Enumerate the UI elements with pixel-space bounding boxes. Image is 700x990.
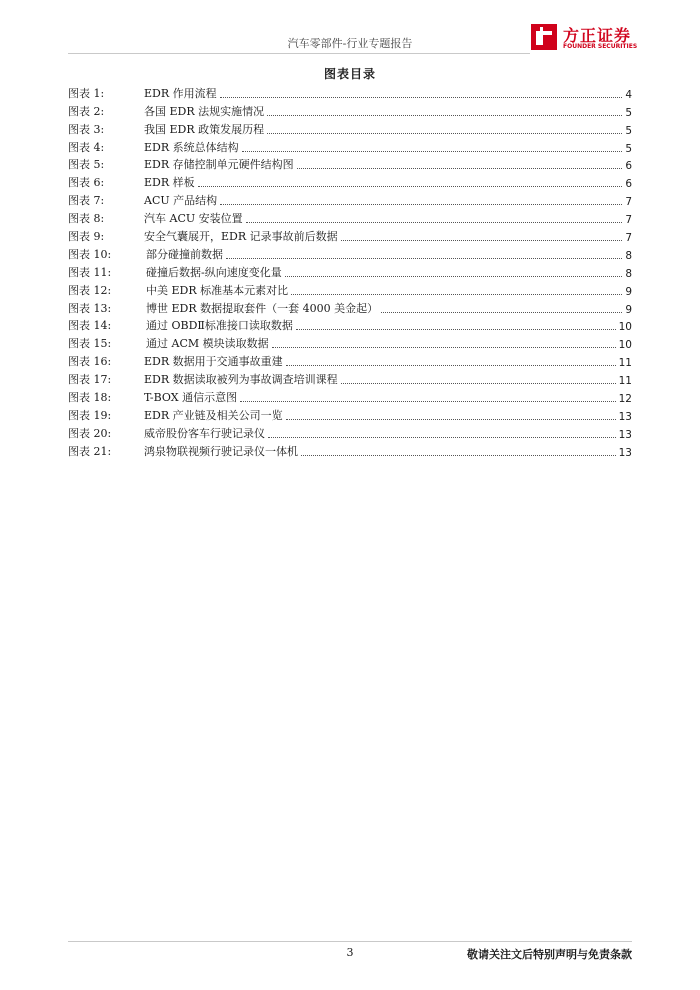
toc-entry-title: 安全气囊展开，EDR 记录事故前后数据 xyxy=(144,230,338,244)
company-logo xyxy=(530,22,642,52)
toc-entry-label: 图表 11: xyxy=(68,265,112,279)
toc-entry-title: 各国 EDR 法规实施情况 xyxy=(144,104,265,118)
toc-leader-dots xyxy=(286,418,616,420)
toc-entry-page: 4 xyxy=(625,88,632,101)
toc-entry-label: 图表 13: xyxy=(68,301,112,315)
toc-entry[interactable] xyxy=(68,244,632,262)
toc-entry-label: 图表 14: xyxy=(68,319,112,333)
toc-entry[interactable] xyxy=(68,369,632,387)
toc-entry-title: EDR 存储控制单元硬件结构图 xyxy=(144,158,294,172)
toc-entry-page: 13 xyxy=(618,446,632,459)
toc-entry-page: 5 xyxy=(625,106,632,119)
toc-entry[interactable] xyxy=(68,405,632,423)
toc-leader-dots xyxy=(381,311,622,313)
toc-entry-label: 图表 8: xyxy=(68,212,105,226)
toc-entry[interactable] xyxy=(68,280,632,298)
toc-entry-label: 图表 4: xyxy=(68,140,105,154)
toc-entry[interactable] xyxy=(68,226,632,244)
toc-entry-label: 图表 9: xyxy=(68,230,105,244)
toc-entry-label: 图表 17: xyxy=(68,373,112,387)
toc-entry[interactable] xyxy=(68,262,632,280)
toc-entry[interactable] xyxy=(68,172,632,190)
toc-entry[interactable] xyxy=(68,83,632,101)
toc-entry-title: 我国 EDR 政策发展历程 xyxy=(144,122,265,136)
toc-leader-dots xyxy=(246,221,623,223)
toc-leader-dots xyxy=(242,150,623,152)
toc-entry-title: EDR 数据读取被列为事故调查培训课程 xyxy=(144,373,338,387)
toc-entry-page: 7 xyxy=(625,232,632,245)
toc-entry-page: 13 xyxy=(618,410,632,423)
disclaimer-text: 敬请关注文后特别声明与免责条款 xyxy=(467,948,632,961)
toc-leader-dots xyxy=(267,132,622,134)
toc-title: 图表目录 xyxy=(323,67,376,81)
logo-text-en: FOUNDER SECURITIES xyxy=(563,43,638,50)
toc-leader-dots xyxy=(291,293,622,295)
toc-entry-title: 通过 ACM 模块读取数据 xyxy=(146,337,269,351)
toc-entry-page: 5 xyxy=(625,124,632,137)
toc-entry[interactable] xyxy=(68,423,632,441)
toc-entry-title: 博世 EDR 数据提取套件（一套 4000 美金起） xyxy=(146,301,379,315)
table-of-figures xyxy=(68,83,632,459)
toc-entry-label: 图表 16: xyxy=(68,355,112,369)
toc-entry-title: 碰撞后数据-纵向速度变化量 xyxy=(146,265,282,279)
toc-entry-label: 图表 15: xyxy=(68,337,112,351)
toc-entry-title: 部分碰撞前数据 xyxy=(146,247,223,261)
toc-entry-title: EDR 数据用于交通事故重建 xyxy=(144,355,283,369)
toc-entry[interactable] xyxy=(68,137,632,155)
toc-entry-title: EDR 系统总体结构 xyxy=(144,140,239,154)
toc-leader-dots xyxy=(286,364,616,366)
toc-leader-dots xyxy=(267,114,622,116)
toc-entry-page: 6 xyxy=(625,178,632,191)
toc-entry-title: EDR 产业链及相关公司一览 xyxy=(144,408,283,422)
toc-entry-page: 8 xyxy=(625,267,632,280)
toc-entry-page: 10 xyxy=(618,339,632,352)
toc-entry-title: EDR 样板 xyxy=(144,176,195,190)
toc-entry-page: 10 xyxy=(618,321,632,334)
toc-entry-title: 威帝股份客车行驶记录仪 xyxy=(144,426,265,440)
toc-leader-dots xyxy=(226,257,622,259)
toc-entry-page: 5 xyxy=(625,142,632,155)
toc-leader-dots xyxy=(341,382,616,384)
toc-leader-dots xyxy=(341,239,623,241)
toc-leader-dots xyxy=(301,454,616,456)
toc-leader-dots xyxy=(296,328,616,330)
toc-entry-page: 6 xyxy=(625,160,632,173)
footer-divider xyxy=(68,941,632,942)
toc-entry-title: 中美 EDR 标准基本元素对比 xyxy=(146,283,289,297)
toc-entry-page: 9 xyxy=(625,285,632,298)
toc-entry-page: 7 xyxy=(625,214,632,227)
header-title: 汽车零部件-行业专题报告 xyxy=(287,37,413,50)
toc-entry-page: 12 xyxy=(618,393,632,406)
toc-entry[interactable] xyxy=(68,298,632,316)
toc-entry-page: 11 xyxy=(618,357,632,370)
logo-text-cn: 方正证券 xyxy=(563,26,632,45)
toc-entry-label: 图表 12: xyxy=(68,283,112,297)
toc-entry-title: 通过 OBDⅡ标准接口读取数据 xyxy=(146,319,293,333)
toc-entry-label: 图表 7: xyxy=(68,194,105,208)
toc-entry-page: 9 xyxy=(625,303,632,316)
toc-entry-title: EDR 作用流程 xyxy=(144,86,217,100)
toc-entry[interactable] xyxy=(68,119,632,137)
toc-leader-dots xyxy=(240,400,616,402)
toc-entry-title: ACU 产品结构 xyxy=(144,194,218,208)
toc-entry[interactable] xyxy=(68,208,632,226)
toc-leader-dots xyxy=(220,96,623,98)
toc-entry-label: 图表 6: xyxy=(68,176,105,190)
toc-entry[interactable] xyxy=(68,441,632,459)
toc-entry-label: 图表 10: xyxy=(68,247,112,261)
toc-entry-label: 图表 1: xyxy=(68,86,105,100)
toc-entry-label: 图表 20: xyxy=(68,426,112,440)
toc-entry-label: 图表 5: xyxy=(68,158,105,172)
toc-entry-title: T-BOX 通信示意图 xyxy=(144,391,238,405)
toc-entry-label: 图表 18: xyxy=(68,391,112,405)
toc-entry-label: 图表 3: xyxy=(68,122,105,136)
toc-leader-dots xyxy=(297,167,623,169)
toc-entry-page: 11 xyxy=(618,375,632,388)
toc-entry-label: 图表 19: xyxy=(68,408,112,422)
founder-logo-icon xyxy=(530,23,558,51)
toc-entry[interactable] xyxy=(68,316,632,334)
toc-entry-label: 图表 21: xyxy=(68,444,112,458)
toc-leader-dots xyxy=(198,185,623,187)
toc-leader-dots xyxy=(220,203,622,205)
toc-leader-dots xyxy=(285,275,623,277)
header-divider xyxy=(68,53,530,54)
toc-entry-page: 7 xyxy=(625,196,632,209)
toc-entry-page: 8 xyxy=(625,249,632,262)
toc-entry[interactable] xyxy=(68,190,632,208)
toc-entry[interactable] xyxy=(68,155,632,173)
page-number: 3 xyxy=(346,946,354,959)
toc-entry[interactable] xyxy=(68,387,632,405)
toc-leader-dots xyxy=(272,346,616,348)
toc-entry-page: 13 xyxy=(618,428,632,441)
toc-entry[interactable] xyxy=(68,333,632,351)
toc-leader-dots xyxy=(268,436,616,438)
toc-entry[interactable] xyxy=(68,101,632,119)
toc-entry-title: 汽车 ACU 安装位置 xyxy=(144,212,243,226)
toc-entry[interactable] xyxy=(68,351,632,369)
toc-entry-label: 图表 2: xyxy=(68,104,105,118)
toc-entry-title: 鸿泉物联视频行驶记录仪一体机 xyxy=(144,444,298,458)
